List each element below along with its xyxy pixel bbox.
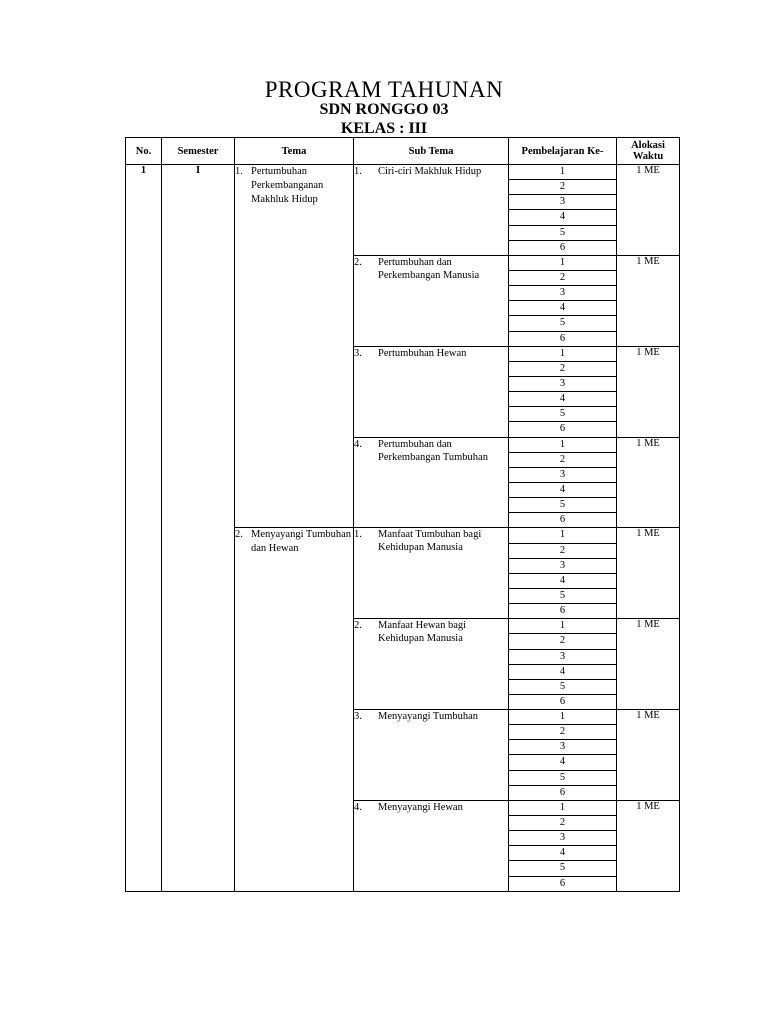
lesson-number-cell: 4 [509,755,617,770]
tema-number: 1. [235,166,243,177]
header-no: No. [126,138,162,165]
lesson-number-cell: 6 [509,331,617,346]
subtema-cell [354,528,509,619]
alokasi-cell: 1 ME [617,619,680,710]
subtema-item [354,528,508,554]
lesson-number-cell: 4 [509,301,617,316]
school-name: SDN RONGGO 03 [319,101,449,118]
alokasi-cell: 1 ME [617,255,680,346]
lesson-number-cell: 5 [509,407,617,422]
subtema-name: Manfaat Hewan bagi Kehidupan Manusia [378,620,467,645]
lesson-number-cell: 2 [509,452,617,467]
lesson-number-cell: 1 [509,165,617,180]
subtema-name: Pertumbuhan dan Perkembangan Tumbuhan [378,438,488,463]
lesson-number-cell: 1 [509,346,617,361]
semester-cell: I [162,165,235,892]
lesson-number-cell: 2 [509,816,617,831]
tema-name: Pertumbuhan Perkembanganan Makhluk Hidup [251,166,324,205]
alokasi-cell: 1 ME [617,437,680,528]
class-label: KELAS : III [340,120,428,137]
subtema-number: 3. [354,711,362,723]
lesson-number-cell: 2 [509,543,617,558]
tema-number: 2. [235,529,243,541]
document-title: PROGRAM TAHUNAN [264,77,504,102]
subtema-number: 1. [354,529,362,541]
lesson-number-cell: 3 [509,286,617,301]
tema-item [235,528,353,556]
alokasi-cell: 1 ME [617,800,680,891]
lesson-number-cell: 6 [509,785,617,800]
tema-cell [235,165,354,528]
subtema-item [354,165,508,178]
lesson-number-cell: 3 [509,649,617,664]
tema-name: Menyayangi Tumbuhan dan Hewan [251,529,352,555]
subtema-name: Manfaat Tumbuhan bagi Kehidupan Manusia [378,529,482,554]
lesson-number-cell: 4 [509,482,617,497]
subtema-number: 3. [354,347,362,359]
subtema-item [354,256,508,282]
lesson-number-cell: 4 [509,210,617,225]
lesson-number-cell: 2 [509,725,617,740]
lesson-number-cell: 5 [509,498,617,513]
subtema-number: 4. [354,801,362,813]
lesson-number-cell: 5 [509,679,617,694]
lesson-number-cell: 3 [509,740,617,755]
table-row [126,165,680,180]
subtema-cell [354,619,509,710]
lesson-number-cell: 1 [509,710,617,725]
lesson-number-cell: 5 [509,861,617,876]
subtema-name: Ciri-ciri Makhluk Hidup [378,166,482,177]
lesson-number-cell: 2 [509,634,617,649]
lesson-number-cell: 6 [509,876,617,891]
tema-cell [235,528,354,891]
lesson-number-cell: 2 [509,180,617,195]
lesson-number-cell: 1 [509,528,617,543]
lesson-number-cell: 1 [509,255,617,270]
lesson-number-cell: 3 [509,195,617,210]
lesson-number-cell: 3 [509,376,617,391]
lesson-number-cell: 4 [509,846,617,861]
table-header-row [126,138,680,165]
lesson-number-cell: 6 [509,513,617,528]
lesson-number-cell: 3 [509,558,617,573]
tema-item [235,165,353,207]
lesson-number-cell: 6 [509,240,617,255]
header-subtema: Sub Tema [354,138,509,165]
lesson-number-cell: 2 [509,270,617,285]
alokasi-cell: 1 ME [617,346,680,437]
alokasi-cell: 1 ME [617,710,680,801]
alokasi-cell: 1 ME [617,165,680,256]
subtema-number: 1. [354,166,362,177]
lesson-number-cell: 6 [509,604,617,619]
subtema-name: Menyayangi Hewan [378,801,463,813]
subtema-cell [354,710,509,801]
lesson-number-cell: 5 [509,588,617,603]
subtema-number: 2. [354,256,362,268]
header-pembelajaran: Pembelajaran Ke- [509,138,617,165]
lesson-number-cell: 1 [509,437,617,452]
lesson-number-cell: 4 [509,573,617,588]
subtema-cell [354,346,509,437]
subtema-number: 4. [354,438,362,450]
lesson-number-cell: 1 [509,800,617,815]
subtema-name: Pertumbuhan dan Perkembangan Manusia [378,256,480,281]
lesson-number-cell: 6 [509,422,617,437]
table-body [126,165,680,892]
lesson-number-cell: 3 [509,831,617,846]
subtema-number: 2. [354,620,362,632]
lesson-number-cell: 1 [509,619,617,634]
subtema-cell [354,165,509,256]
annual-program-table [125,137,680,892]
lesson-number-cell: 5 [509,770,617,785]
lesson-number-cell: 2 [509,361,617,376]
lesson-number-cell: 6 [509,694,617,709]
subtema-item [354,801,508,814]
header-semester: Semester [162,138,235,165]
lesson-number-cell: 4 [509,392,617,407]
subtema-cell [354,800,509,891]
alokasi-cell: 1 ME [617,528,680,619]
subtema-item [354,619,508,645]
lesson-number-cell: 5 [509,316,617,331]
lesson-number-cell: 3 [509,467,617,482]
subtema-name: Menyayangi Tumbuhan [378,711,479,723]
subtema-item [354,347,508,360]
row-number: 1 [126,165,162,892]
subtema-cell [354,437,509,528]
subtema-item [354,710,508,723]
subtema-name: Pertumbuhan Hewan [378,347,467,359]
subtema-cell [354,255,509,346]
lesson-number-cell: 5 [509,225,617,240]
lesson-number-cell: 4 [509,664,617,679]
subtema-item [354,438,508,464]
header-tema: Tema [235,138,354,165]
header-alokasi: Alokasi Waktu [617,138,680,165]
